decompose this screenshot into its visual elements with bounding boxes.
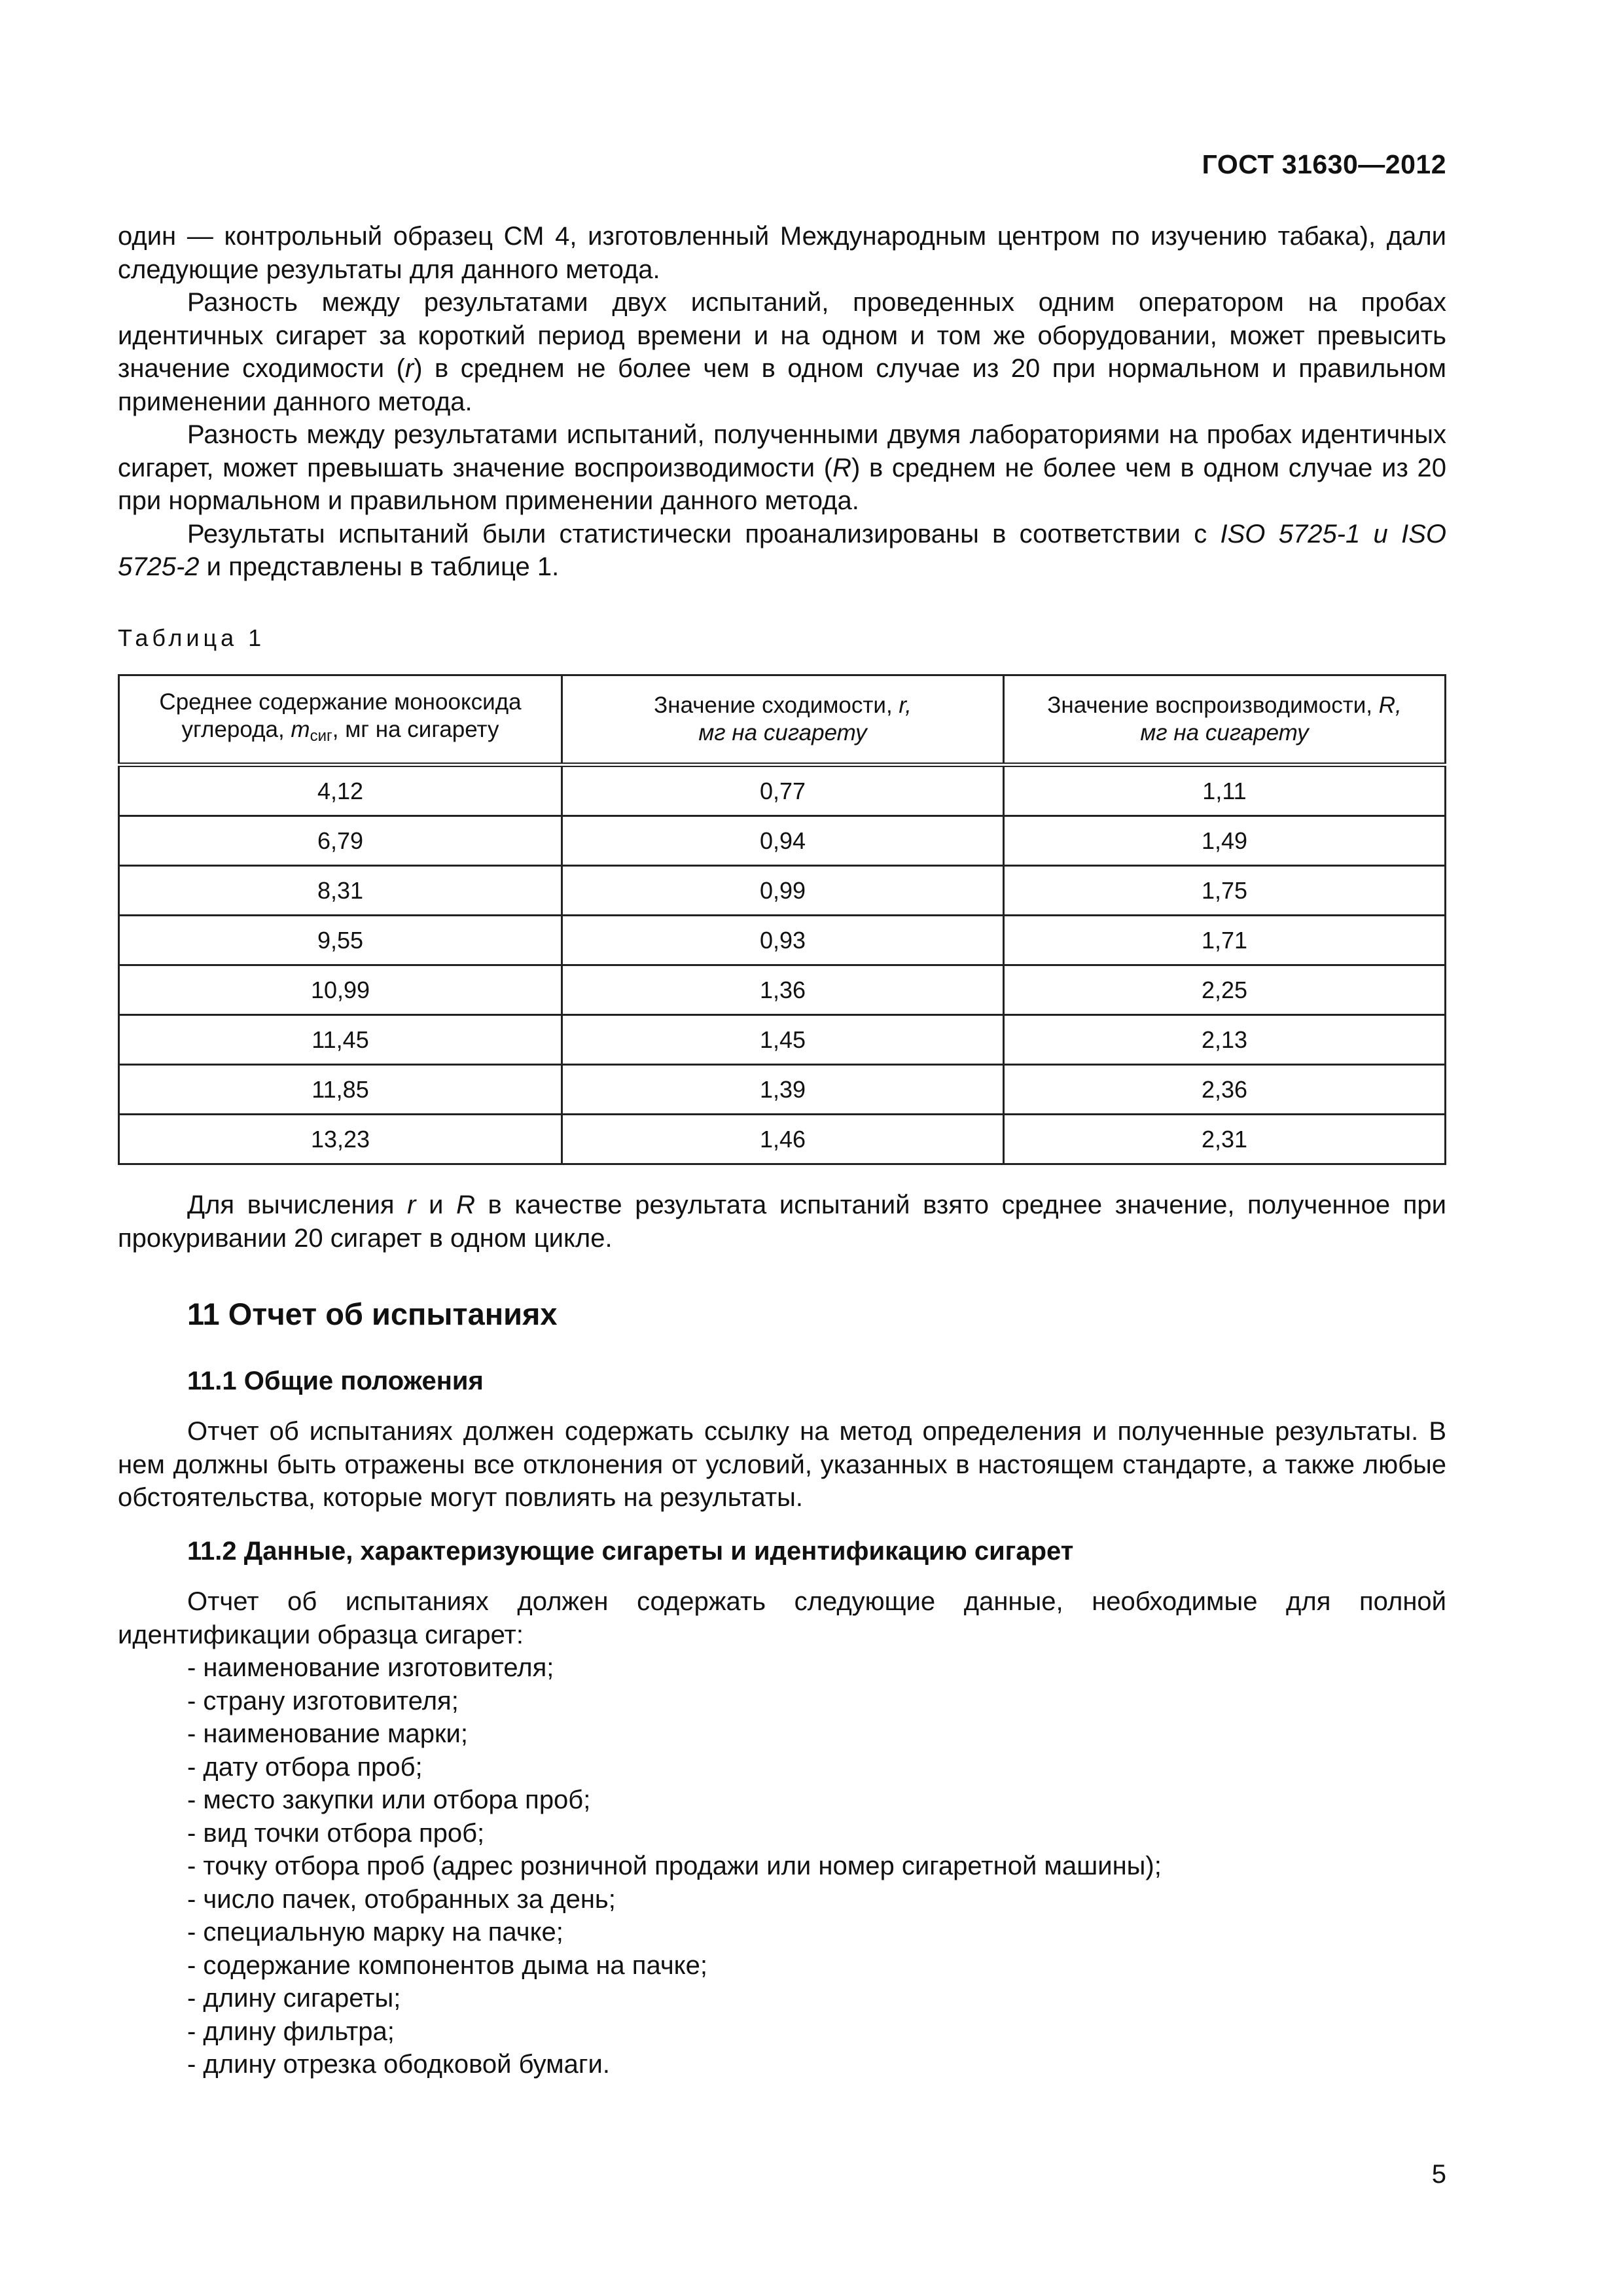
- symbol-r: r: [407, 1191, 416, 1219]
- text-span: ) в среднем не более чем в одном случае из 20 при нормальном и правильном применении данного метода.: [118, 453, 1446, 515]
- list-item: - дату отбора проб;: [187, 1752, 423, 1782]
- subsection-11-1-text: [118, 1415, 1446, 1515]
- after-table-text: [118, 1189, 1446, 1255]
- text-span: в качестве результата испытаний взято среднее значение, полученное при прокуривании 20 сигарет в одном цикле.: [118, 1191, 1447, 1253]
- intro-paragraph-3: [118, 418, 1446, 518]
- table-row: [119, 916, 1446, 965]
- table-caption: Таблица 1: [118, 624, 266, 651]
- symbol-R: R,: [1378, 692, 1402, 718]
- cell-R: 2,31: [1004, 1115, 1446, 1164]
- header-text: Значение воспроизводимости,: [1047, 692, 1379, 718]
- symbol-r: r,: [899, 692, 912, 718]
- header-repeatability: [562, 675, 1004, 765]
- header-unit: мг на сигарету: [698, 720, 867, 745]
- page-number: 5: [1431, 2160, 1446, 2189]
- identification-list: [118, 1651, 1446, 2081]
- list-item: - длину отрезка ободковой бумаги.: [187, 2050, 610, 2079]
- table-row: [119, 1065, 1446, 1115]
- after-table-paragraph: [118, 1189, 1446, 1255]
- cell-R: 1,49: [1004, 816, 1446, 866]
- cell-r: 1,45: [562, 1015, 1004, 1065]
- cell-r: 0,99: [562, 866, 1004, 916]
- cell-r: 1,39: [562, 1065, 1004, 1115]
- list-item: - наименование марки;: [187, 1719, 468, 1748]
- list-item: - длину фильтра;: [187, 2017, 395, 2046]
- text-span: и: [416, 1191, 457, 1219]
- symbol-R: R: [456, 1191, 475, 1219]
- cell-mean: 6,79: [119, 816, 562, 866]
- symbol-R: R: [832, 453, 851, 482]
- text-span: Для вычисления: [187, 1191, 408, 1219]
- cell-r: 0,93: [562, 916, 1004, 965]
- subsection-11-2-text: [118, 1585, 1446, 2081]
- results-table: [118, 674, 1446, 1165]
- text-span: ) в среднем не более чем в одном случае из 20 при нормальном и правильном применении данного метода.: [118, 354, 1446, 416]
- cell-R: 1,11: [1004, 765, 1446, 816]
- list-item: - точку отбора проб (адрес розничной продажи или номер сигаретной машины);: [187, 1852, 1162, 1880]
- header-text: Среднее содержание монооксида: [159, 689, 522, 715]
- text-span: Разность между результатами испытаний, полученными двумя лабораториями на пробах идентичных сигарет, может превышать значение воспроизводимости (: [118, 420, 1446, 482]
- cell-R: 2,36: [1004, 1065, 1446, 1115]
- list-item: - длину сигареты;: [187, 1984, 401, 2013]
- table-row: [119, 1115, 1446, 1164]
- subsection-11-2-title: 11.2 Данные, характеризующие сигареты и идентификацию сигарет: [187, 1537, 1074, 1566]
- cell-r: 1,36: [562, 965, 1004, 1015]
- subsection-11-1-title: 11.1 Общие положения: [187, 1367, 484, 1395]
- cell-r: 0,77: [562, 765, 1004, 816]
- intro-paragraph-1: один — контрольный образец СМ 4, изготовленный Международным центром по изучению табака), дали следующие результаты для данного метода.: [118, 222, 1446, 284]
- cell-mean: 9,55: [119, 916, 562, 965]
- cell-R: 2,25: [1004, 965, 1446, 1015]
- section-11-title: 11 Отчет об испытаниях: [187, 1297, 558, 1331]
- cell-R: 1,71: [1004, 916, 1446, 965]
- cell-mean: 4,12: [119, 765, 562, 816]
- list-item: - место закупки или отбора проб;: [187, 1785, 591, 1814]
- cell-r: 1,46: [562, 1115, 1004, 1164]
- text-span: и представлены в таблице 1.: [199, 552, 560, 581]
- table-row: [119, 765, 1446, 816]
- cell-R: 2,13: [1004, 1015, 1446, 1065]
- list-item: - страну изготовителя;: [187, 1686, 459, 1715]
- cell-R: 1,75: [1004, 866, 1446, 916]
- cell-mean: 11,85: [119, 1065, 562, 1115]
- text-span: Результаты испытаний были статистически проанализированы в соответствии с: [187, 519, 1221, 548]
- header-text: Значение сходимости,: [654, 692, 899, 718]
- list-item: - вид точки отбора проб;: [187, 1818, 485, 1848]
- symbol-r: r: [404, 354, 414, 383]
- cell-mean: 8,31: [119, 866, 562, 916]
- symbol-m: m: [291, 717, 310, 742]
- paragraph: Отчет об испытаниях должен содержать ссылку на метод определения и полученные результаты. В нем должны быть отражены все отклонения от условий, указанных в настоящем стандарте, а также любые обстоятельства, которые могут повлиять на результаты.: [118, 1417, 1446, 1512]
- doc-code-header: ГОСТ 31630—2012: [1202, 149, 1446, 179]
- list-item: - специальную марку на пачке;: [187, 1918, 563, 1946]
- iso-reference: ISO 5725-1 и ISO 5725-2: [118, 519, 1446, 581]
- list-item: - содержание компонентов дыма на пачке;: [187, 1950, 707, 1980]
- table-row: [119, 866, 1446, 916]
- subscript: сиг: [310, 727, 332, 745]
- intro-text: [118, 220, 1446, 584]
- document-page: [118, 0, 1446, 2296]
- cell-mean: 10,99: [119, 965, 562, 1015]
- paragraph: Отчет об испытаниях должен содержать следующие данные, необходимые для полной идентификации образца сигарет:: [118, 1587, 1446, 1649]
- cell-mean: 13,23: [119, 1115, 562, 1164]
- header-mean-co: [119, 675, 562, 765]
- text-span: Разность между результатами двух испытаний, проведенных одним оператором на пробах идентичных сигарет за короткий период времени и на одном и том же оборудовании, может превысить значение сходимости (: [118, 288, 1446, 383]
- intro-paragraph-2: [118, 286, 1446, 418]
- table-row: [119, 816, 1446, 866]
- cell-mean: 11,45: [119, 1015, 562, 1065]
- intro-paragraph-4: [118, 518, 1446, 584]
- header-text: углерода,: [181, 717, 291, 742]
- table-row: [119, 965, 1446, 1015]
- list-item: - число пачек, отобранных за день;: [187, 1884, 616, 1914]
- header-unit: мг на сигарету: [1140, 720, 1309, 745]
- list-item: - наименование изготовителя;: [187, 1653, 554, 1682]
- cell-r: 0,94: [562, 816, 1004, 866]
- header-reproducibility: [1004, 675, 1446, 765]
- table-row: [119, 1015, 1446, 1065]
- header-text: , мг на сигарету: [332, 717, 499, 742]
- table-header-row: [119, 675, 1446, 765]
